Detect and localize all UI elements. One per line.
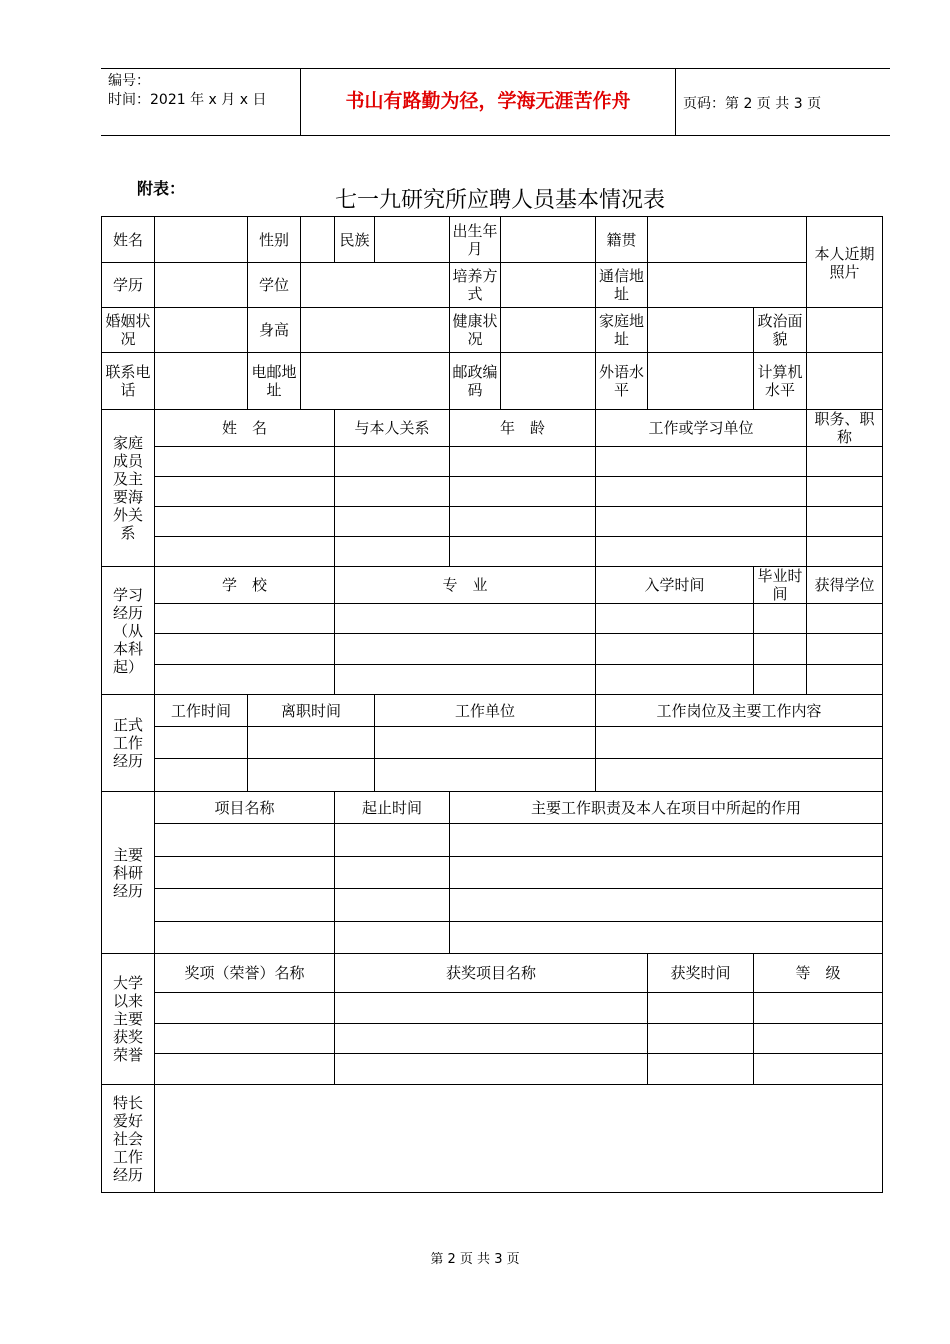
table-row <box>102 447 883 477</box>
home-address-field[interactable] <box>648 308 754 353</box>
header-bottom-rule <box>101 135 890 136</box>
native-place-field[interactable] <box>648 217 807 263</box>
application-form <box>101 216 883 1193</box>
birth-field[interactable] <box>501 217 596 263</box>
awards-cell[interactable] <box>754 1024 883 1054</box>
table-row <box>102 727 883 759</box>
document-number: 编号： <box>108 73 150 89</box>
work-header-leave: 离职时间 <box>248 695 375 727</box>
awards-cell[interactable] <box>155 1024 335 1054</box>
family-cell[interactable] <box>450 447 596 477</box>
study-cell[interactable] <box>155 665 335 695</box>
family-cell[interactable] <box>450 537 596 567</box>
family-cell[interactable] <box>335 507 450 537</box>
study-cell[interactable] <box>335 665 596 695</box>
page-footer: 第 2 页 共 3 页 <box>430 1252 520 1267</box>
work-cell[interactable] <box>596 727 883 759</box>
research-section-label: 主要 科研 经历 <box>102 792 155 954</box>
research-cell[interactable] <box>335 857 450 889</box>
family-cell[interactable] <box>596 477 807 507</box>
email-label: 电邮地址 <box>248 353 301 410</box>
table-row <box>102 665 883 695</box>
research-cell[interactable] <box>450 922 883 954</box>
study-header-graduate: 毕业时间 <box>754 567 807 604</box>
name-label: 姓名 <box>102 217 155 263</box>
study-header-degree: 获得学位 <box>807 567 883 604</box>
photo-box[interactable]: 本人近期照片 <box>807 217 883 308</box>
study-cell[interactable] <box>807 634 883 665</box>
header-top-rule <box>101 68 890 69</box>
research-header-period: 起止时间 <box>335 792 450 824</box>
study-cell[interactable] <box>754 604 807 634</box>
header-divider-right <box>675 68 676 136</box>
study-cell[interactable] <box>155 604 335 634</box>
study-cell[interactable] <box>807 604 883 634</box>
study-cell[interactable] <box>596 665 754 695</box>
family-cell[interactable] <box>450 507 596 537</box>
mail-address-label: 通信地址 <box>596 263 648 308</box>
name-field[interactable] <box>155 217 248 263</box>
table-row <box>102 857 883 889</box>
research-cell[interactable] <box>335 889 450 922</box>
family-header-unit: 工作或学习单位 <box>596 410 807 447</box>
family-cell[interactable] <box>807 447 883 477</box>
work-cell[interactable] <box>155 759 248 792</box>
table-row <box>102 1024 883 1054</box>
family-header-relation: 与本人关系 <box>335 410 450 447</box>
work-cell[interactable] <box>375 727 596 759</box>
family-cell[interactable] <box>155 507 335 537</box>
page-info: 页码：第 2 页 共 3 页 <box>683 96 822 112</box>
table-row <box>102 507 883 537</box>
education-field[interactable] <box>155 263 248 308</box>
awards-section-label: 大学 以来 主要 获奖 荣誉 <box>102 954 155 1085</box>
phone-label: 联系电话 <box>102 353 155 410</box>
foreign-lang-label: 外语水平 <box>596 353 648 410</box>
awards-cell[interactable] <box>648 1024 754 1054</box>
work-cell[interactable] <box>596 759 883 792</box>
awards-cell[interactable] <box>155 1054 335 1085</box>
political-label: 政治面貌 <box>754 308 807 353</box>
table-row <box>102 922 883 954</box>
family-cell[interactable] <box>807 477 883 507</box>
postcode-field[interactable] <box>501 353 596 410</box>
family-cell[interactable] <box>807 507 883 537</box>
table-row <box>102 634 883 665</box>
research-cell[interactable] <box>155 824 335 857</box>
study-cell[interactable] <box>335 634 596 665</box>
family-header-age: 年 龄 <box>450 410 596 447</box>
height-field[interactable] <box>301 308 450 353</box>
study-header-enroll: 入学时间 <box>596 567 754 604</box>
table-row <box>102 537 883 567</box>
form-title: 七一九研究所应聘人员基本情况表 <box>334 188 665 213</box>
table-row <box>102 993 883 1024</box>
study-cell[interactable] <box>335 604 596 634</box>
table-row <box>102 759 883 792</box>
family-cell[interactable] <box>155 537 335 567</box>
awards-cell[interactable] <box>335 993 648 1024</box>
family-cell[interactable] <box>155 447 335 477</box>
email-field[interactable] <box>301 353 450 410</box>
gender-field[interactable] <box>301 217 335 263</box>
height-label: 身高 <box>248 308 301 353</box>
awards-cell[interactable] <box>155 993 335 1024</box>
education-label: 学历 <box>102 263 155 308</box>
postcode-label: 邮政编码 <box>450 353 501 410</box>
degree-field[interactable] <box>301 263 450 308</box>
work-cell[interactable] <box>248 727 375 759</box>
degree-label: 学位 <box>248 263 301 308</box>
computer-field[interactable] <box>807 353 883 410</box>
work-header-unit: 工作单位 <box>375 695 596 727</box>
awards-header-time: 获奖时间 <box>648 954 754 993</box>
work-header-start: 工作时间 <box>155 695 248 727</box>
awards-cell[interactable] <box>335 1024 648 1054</box>
table-row <box>102 889 883 922</box>
table-row <box>102 824 883 857</box>
health-field[interactable] <box>501 308 596 353</box>
family-cell[interactable] <box>335 537 450 567</box>
computer-label: 计算机水平 <box>754 353 807 410</box>
study-cell[interactable] <box>596 634 754 665</box>
research-cell[interactable] <box>335 922 450 954</box>
study-cell[interactable] <box>155 634 335 665</box>
research-cell[interactable] <box>450 824 883 857</box>
study-cell[interactable] <box>754 665 807 695</box>
awards-header-project: 获奖项目名称 <box>335 954 648 993</box>
family-section-label: 家庭 成员 及主 要海 外关 系 <box>102 410 155 567</box>
table-row <box>102 604 883 634</box>
work-cell[interactable] <box>248 759 375 792</box>
home-address-label: 家庭地址 <box>596 308 648 353</box>
study-header-school: 学 校 <box>155 567 335 604</box>
ethnicity-field[interactable] <box>375 217 450 263</box>
training-mode-label: 培养方式 <box>450 263 501 308</box>
specialty-section-label: 特长 爱好 社会 工作 经历 <box>102 1085 155 1193</box>
study-header-major: 专 业 <box>335 567 596 604</box>
header-motto: 书山有路勤为径，学海无涯苦作舟 <box>345 90 631 112</box>
family-cell[interactable] <box>596 507 807 537</box>
awards-header-name: 奖项（荣誉）名称 <box>155 954 335 993</box>
document-time: 时间：2021 年 x 月 x 日 <box>108 92 267 108</box>
marital-label: 婚姻状况 <box>102 308 155 353</box>
awards-cell[interactable] <box>754 1054 883 1085</box>
table-row <box>102 1054 883 1085</box>
awards-header-level: 等 级 <box>754 954 883 993</box>
mail-address-field[interactable] <box>648 263 807 308</box>
native-place-label: 籍贯 <box>596 217 648 263</box>
study-cell[interactable] <box>596 604 754 634</box>
table-row <box>102 477 883 507</box>
family-cell[interactable] <box>807 537 883 567</box>
family-cell[interactable] <box>335 447 450 477</box>
awards-cell[interactable] <box>754 993 883 1024</box>
ethnicity-label: 民族 <box>335 217 375 263</box>
birth-label: 出生年月 <box>450 217 501 263</box>
work-header-position: 工作岗位及主要工作内容 <box>596 695 883 727</box>
awards-cell[interactable] <box>335 1054 648 1085</box>
study-cell[interactable] <box>807 665 883 695</box>
research-cell[interactable] <box>155 857 335 889</box>
training-mode-field[interactable] <box>501 263 596 308</box>
marital-field[interactable] <box>155 308 248 353</box>
gender-label: 性别 <box>248 217 301 263</box>
family-cell[interactable] <box>155 477 335 507</box>
health-label: 健康状况 <box>450 308 501 353</box>
study-section-label: 学习 经历 （从 本科 起） <box>102 567 155 695</box>
work-section-label: 正式 工作 经历 <box>102 695 155 792</box>
specialty-field[interactable] <box>155 1085 883 1193</box>
family-header-name: 姓 名 <box>155 410 335 447</box>
research-cell[interactable] <box>450 889 883 922</box>
research-header-project: 项目名称 <box>155 792 335 824</box>
attachment-label: 附表： <box>137 179 186 198</box>
family-cell[interactable] <box>450 477 596 507</box>
family-header-title: 职务、职称 <box>807 410 883 447</box>
research-cell[interactable] <box>335 824 450 857</box>
foreign-lang-field[interactable] <box>648 353 754 410</box>
research-cell[interactable] <box>155 922 335 954</box>
family-cell[interactable] <box>596 447 807 477</box>
awards-cell[interactable] <box>648 1054 754 1085</box>
phone-field[interactable] <box>155 353 248 410</box>
family-cell[interactable] <box>335 477 450 507</box>
work-cell[interactable] <box>155 727 248 759</box>
research-cell[interactable] <box>155 889 335 922</box>
political-field[interactable] <box>807 308 883 353</box>
family-cell[interactable] <box>596 537 807 567</box>
research-cell[interactable] <box>450 857 883 889</box>
work-cell[interactable] <box>375 759 596 792</box>
research-header-role: 主要工作职责及本人在项目中所起的作用 <box>450 792 883 824</box>
awards-cell[interactable] <box>648 993 754 1024</box>
study-cell[interactable] <box>754 634 807 665</box>
